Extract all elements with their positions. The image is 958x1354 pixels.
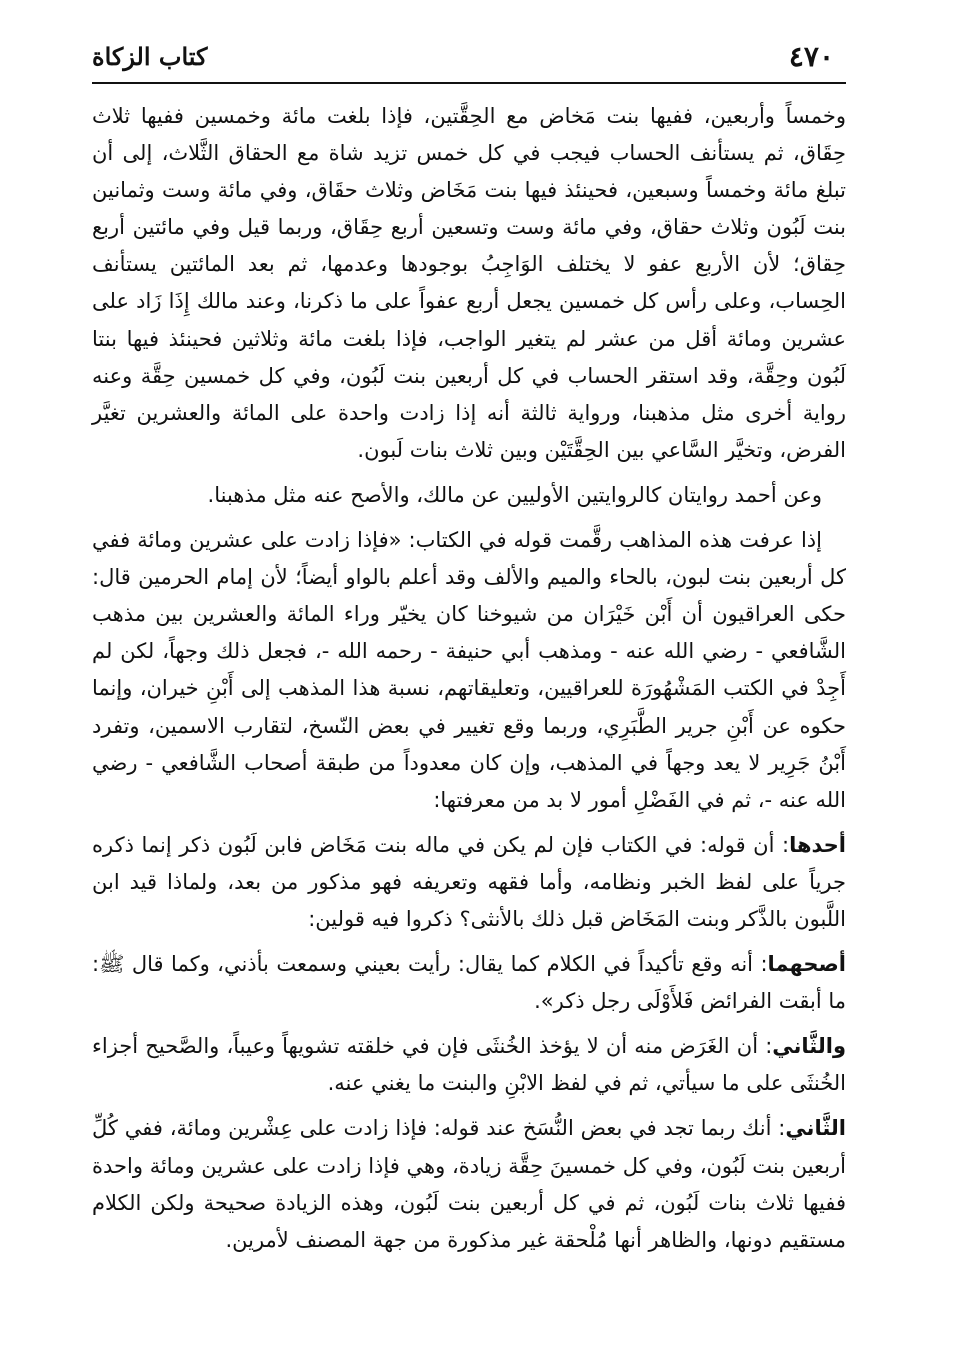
page-header xyxy=(92,36,846,84)
paragraph-lead: أحدها xyxy=(789,832,846,857)
paragraph-text: وعن أحمد روايتان كالروايتين الأوليين عن مالك، والأصح عنه مثل مذهبنا. xyxy=(207,482,822,507)
paragraph-intro xyxy=(92,98,846,469)
paragraph-commentary xyxy=(92,522,846,819)
page-number: ٤٧٠ xyxy=(788,40,834,73)
paragraph-lead: والثَّاني xyxy=(772,1034,846,1059)
paragraph-text: : أن الغَرَض منه أن لا يؤخذ الخُنثَى فإن في خلقته تشويهاً وعيباً، والصَّحيح أجزاء الخُنثَى على ما سيأتي، ثم في لفظ الابْنِ والبنت ما يغني عنه. xyxy=(92,1034,846,1096)
paragraph-text: : أن قوله: في الكتاب فإن لم يكن في ماله بنت مَخَاض فابن لَبُون ذكر إنما ذكره جرياً على لفظ الخبر ونظامه، وأما فقهه وتعريفه فهو مذكور من بعد، ولماذا قيد ابن اللَّبون بالذَّكر وبنت المَخَاض قبل ذلك بالأنثى؟ ذكروا فيه قولين: xyxy=(92,832,846,931)
book-title: كتاب الزكاة xyxy=(92,42,208,71)
paragraph-lead: أصحهما xyxy=(767,952,846,977)
paragraph-ahmad xyxy=(92,477,846,514)
paragraph-text: وخمساً وأربعين، ففيها بنت مَخاض مع الحِقَّتين، فإذا بلغت مائة وخمسين ففيها ثلاث حِقَاق، ثم يستأنف الحساب فيجب في كل خمس تزيد شاة مع الحقاق الثَّلاث، إلى أن تبلغ مائة وخمساً وسبعين، فحينئذ فيها بنت مَخَاض وثلاث حقَاق، وفي مائة وست وثمانين بنت لَبُون وثلاث حقاق، وفي مائة وست وتسعين أربع حِقَاق، وربما قيل وفي مائتين أربع حِقاق؛ لأن الأربع عفو لا يختلف الوَاجِبُ بوجودها وعدمها، ثم بعد المائتين يستأنف الحِساب، وعلى رأس كل خمسين يجعل أربع عفواً على ما ذكرنا، وعند مالك إِذَا زَاد على عشرين ومائة أقل من عشر لم يتغير الواجب، فإذا بلغت مائة وثلاثين فحينئذ فيها بنتا لَبُون وحِقَّة، وقد استقر الحساب في كل أربعين بنت لَبُون، وفي كل خمسين حِقَّة وعنه رواية أخرى مثل مذهبنا، ورواية ثالثة أنه إذا زادت واحدة على المائة والعشرين تغيَّر الفرض، وتخيَّر السَّاعي بين الحِقَّتَيْن وبين ثلاث بنات لَبون. xyxy=(92,104,846,462)
paragraph-text: إذا عرفت هذه المذاهب رقَّمت قوله في الكتاب: «فإذا زادت على عشرين ومائة ففي كل أربعين بنت لبون، بالحاء والميم والألف وقد أعلم بالواو أيضاً؛ لأن إمام الحرمين قال: حكى العراقيون أن أَبْن خَيْرَان من شيوخنا كان يخيّر وراء المائة والعشرين بين مذهب الشَّافعي - رضي الله عنه - ومذهب أبي حنيفة - رحمه الله -، فجعل ذلك وجهاً، لكن لم أَجِدْ في الكتب المَشْهُورَة للعراقيين، وتعليقاتهم، نسبة هذا المذهب إلى أَبْنِ خيران، وإنما حكوه عن أَبْنِ جرير الطَّبَرِي، وربما وقع تغيير في بعض النّسخ، لتقارب الاسمين، وتفرد أَبْنُ جَرِير لا يعد وجهاً في المذهب، وإن كان معدوداً من طبقة أصحاب الشَّافعي - رضي الله عنه -، ثم في الفَضْلِ أمور لا بد من معرفتها: xyxy=(92,528,846,812)
paragraph-second-opinion xyxy=(92,1028,846,1102)
paragraph-text: : أنك ربما تجد في بعض النُّسَخ عند قوله: فإذا زادت على عِشْرين ومائة، ففي كُلِّ أربعين بنت لَبُون، وفي كل خمسينَ حِقَّة زيادة، وهي فإذا زادت على عشرين ومائة واحدة ففيها ثلاث بنات لَبُون، ثم في كل أربعين بنت لَبُون، وهذه الزيادة صحيحة ولكن الكلام مستقيم دونها، والظاهر أنها مُلْحقة غير مذكورة من جهة المصنف لأمرين. xyxy=(92,1116,846,1252)
paragraph-first-matter xyxy=(92,827,846,938)
paragraph-lead: الثَّاني xyxy=(785,1116,846,1141)
paragraph-second-matter xyxy=(92,1110,846,1258)
paragraph-first-opinion xyxy=(92,946,846,1020)
body-text xyxy=(92,98,846,1259)
paragraph-text: : أنه وقع تأكيداً في الكلام كما يقال: رأيت بعيني وسمعت بأذني، وكما قال ﷺ: ما أبقت الفرائض فَلأَوْلَى رجل ذكر». xyxy=(92,952,846,1014)
